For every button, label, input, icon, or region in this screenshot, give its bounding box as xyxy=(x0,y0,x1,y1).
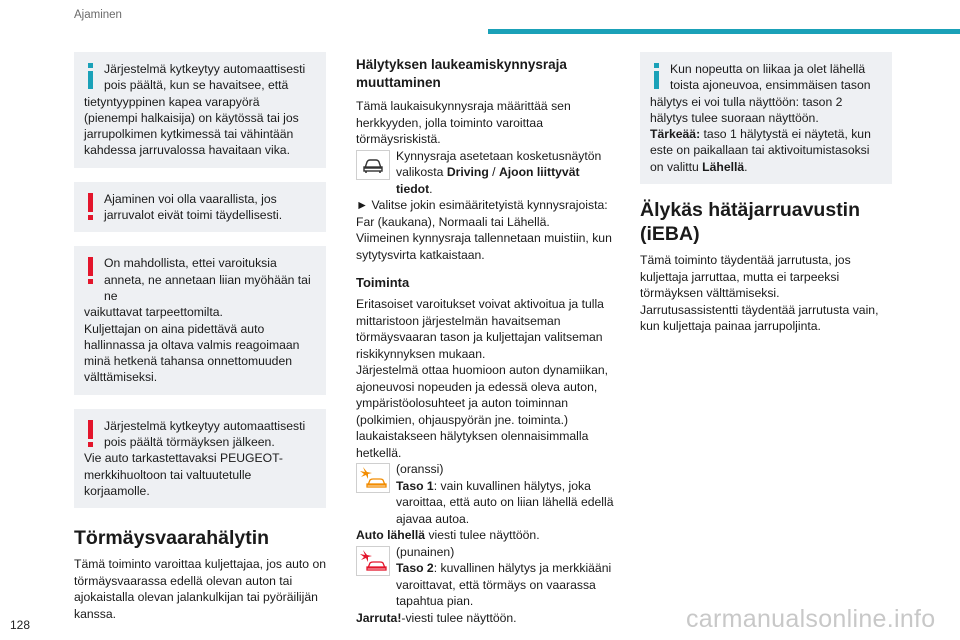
paragraph: Tämä toiminto varoittaa kuljettajaa, jos auto on törmäysvaarassa edellä olevan auton tai ajokaistalla olevan jalankulkijan tai pyöräilijän kanssa. xyxy=(74,557,327,621)
section-heading: Törmäysvaarahälytin xyxy=(74,527,270,550)
alert-color: (punainen) xyxy=(396,544,455,559)
header-accent-bar xyxy=(488,29,960,34)
paragraph: Kynnysraja asetetaan kosketusnäytön valikosta Driving / Ajoon liittyvät tiedot. xyxy=(396,148,602,196)
instruction-step: ► Valitse jokin esimääritetyistä kynnysrajoista: Far (kaukana), Normaali tai Lähellä. xyxy=(356,198,608,229)
paragraph: Tämä laukaisukynnysraja määrittää sen herkkyyden, jolla toiminto varoittaa törmäysriskistä. xyxy=(356,99,571,146)
running-header: Ajaminen xyxy=(74,9,122,21)
subsection-heading: Toiminta xyxy=(356,275,410,290)
note-text: Kun nopeutta on liikaa ja olet lähellä toista ajoneuvoa, ensimmäisen tason xyxy=(670,62,871,93)
warning-note xyxy=(74,246,326,394)
icon-paragraph xyxy=(356,148,618,198)
warning-icon xyxy=(84,257,97,285)
info-note xyxy=(74,52,326,168)
note-text: Järjestelmä kytkeytyy automaattisesti pois päältä, kun se havaitsee, että xyxy=(104,62,306,93)
warning-icon xyxy=(84,420,97,448)
section-heading: Älykäs hätäjarruavustin (iEBA) xyxy=(640,199,861,246)
paragraph: Järjestelmä ottaa huomioon auton dynamiikan, ajoneuvosi nopeuden ja edessä oleva auton, ympäristöolosuhteet ja auton toiminnan (polkimien, ohjauspyörän jne. toiminta.) laukaistakseen hälytyksen olennaisimmalla hetkellä. xyxy=(356,363,609,460)
info-icon xyxy=(84,63,97,91)
column-middle xyxy=(356,52,618,626)
paragraph: Auto lähellä viesti tulee näyttöön. xyxy=(356,528,540,542)
paragraph: Tämä toiminto täydentää jarrutusta, jos kuljettaja jarruttaa, mutta ei tarpeeksi törmäyksen välttämiseksi. xyxy=(640,253,851,301)
column-left xyxy=(74,52,326,622)
info-icon xyxy=(650,63,663,91)
paragraph: Viimeinen kynnysraja tallennetaan muistiin, kun sytytysvirta katkaistaan. xyxy=(356,231,612,262)
page-number: 128 xyxy=(10,618,31,632)
note-text: tietyntyyppinen kapea varapyörä (pienempi halkaisija) on käytössä tai jos jarrupolkimen kytkimessä tai vähintään kahdessa jarruvalossa havaitaan vika. xyxy=(84,94,299,158)
watermark: carmanualsonline.info xyxy=(686,605,936,633)
paragraph: Jarrutusassistentti täydentää jarrutusta vain, kun kuljettaja painaa jarrupoljinta. xyxy=(640,302,879,334)
note-text: Järjestelmä kytkeytyy automaattisesti pois päältä törmäyksen jälkeen. xyxy=(104,418,306,450)
alert-level-1 xyxy=(356,461,618,527)
warning-note xyxy=(74,409,326,508)
note-text: Tärkeää: taso 1 hälytystä ei näytetä, kun este on paikallaan tai aktivoitumistasoksi on valittu Lähellä. xyxy=(650,127,871,174)
note-text: vaikuttavat tarpeettomilta. xyxy=(84,305,223,320)
note-text: On mahdollista, ettei varoituksia anneta, ne annetaan liian myöhään tai ne xyxy=(104,256,311,303)
note-text: Ajaminen voi olla vaarallista, jos jarruvalot eivät toimi täydellisesti. xyxy=(104,191,283,223)
warning-icon xyxy=(84,193,97,221)
alert-level-2 xyxy=(356,544,618,610)
collision-alert-red-icon xyxy=(356,546,390,576)
note-text: Kuljettajan on aina pidettävä auto hallinnassa ja oltava valmis reagoimaan minä hetkenä tahansa onnettomuuden välttämiseksi. xyxy=(84,321,300,385)
alert-color: (oranssi) xyxy=(396,462,444,476)
paragraph: Jarruta!-viesti tulee näyttöön. xyxy=(356,610,517,625)
car-settings-icon xyxy=(356,150,390,180)
paragraph: Eritasoiset varoitukset voivat aktivoitua ja tulla mittaristoon järjestelmän havaitseman törmäysvaaran tason ja kuljettajan valitseman riskikynnyksen mukaan. xyxy=(356,297,604,361)
paragraph: Taso 2: kuvallinen hälytys ja merkkiääni varoittavat, että törmäys on vaarassa tapahtua pian. xyxy=(396,561,612,608)
section-heading: Hälytyksen laukeamiskynnysraja muuttaminen xyxy=(356,57,567,90)
paragraph: Taso 1: vain kuvallinen hälytys, joka varoittaa, että auto on liian lähellä edellä ajavaa autoa. xyxy=(396,478,614,526)
note-text: Vie auto tarkastettavaksi PEUGEOT-merkkihuoltoon tai valtuutetulle korjaamolle. xyxy=(84,451,283,498)
info-note xyxy=(640,52,892,184)
collision-alert-orange-icon xyxy=(356,463,390,493)
note-text: hälytys ei voi tulla näyttöön: tason 2 hälytys tulee suoraan näyttöön. xyxy=(650,94,843,125)
warning-note xyxy=(74,182,326,233)
column-right xyxy=(640,52,892,335)
